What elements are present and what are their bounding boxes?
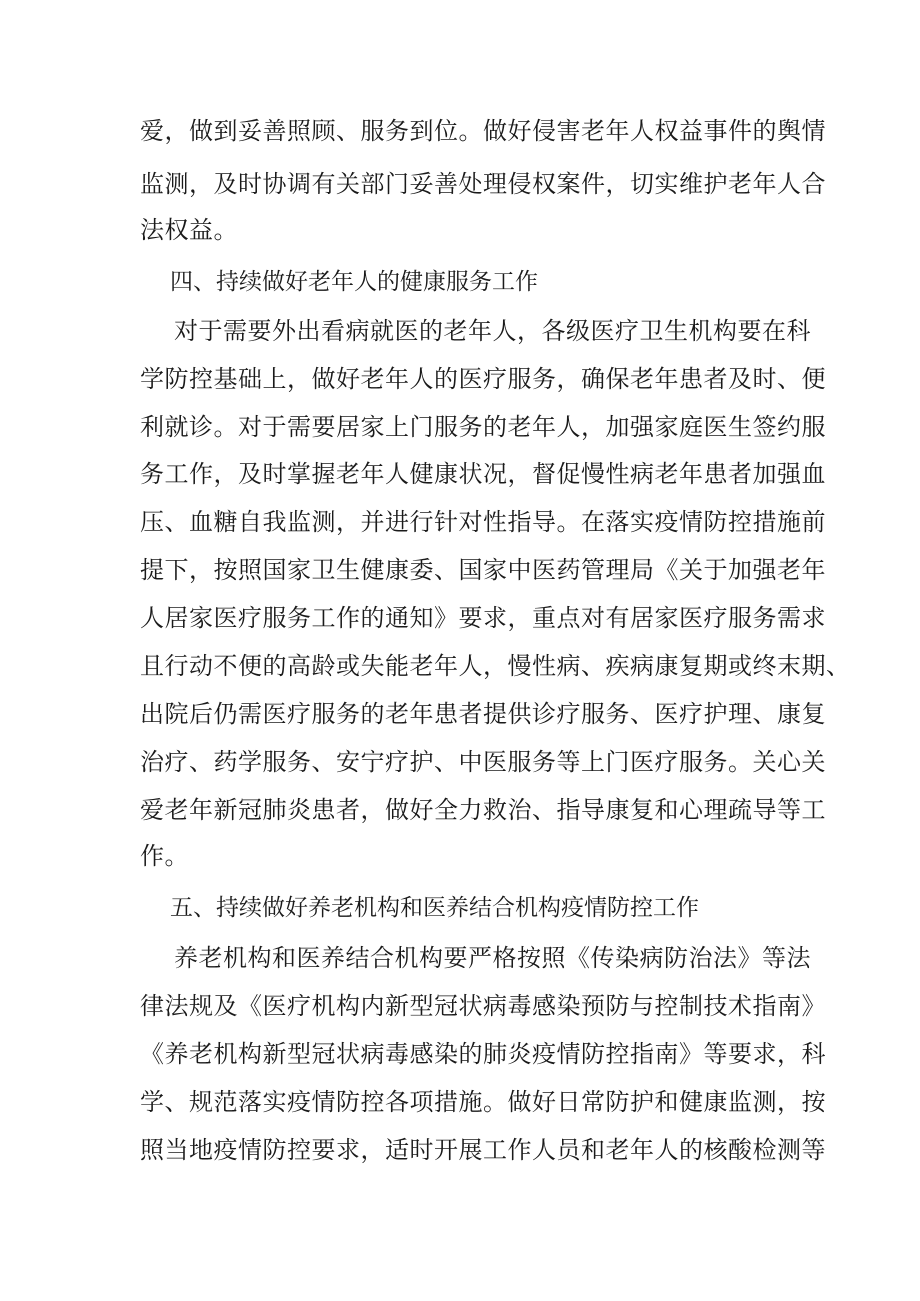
- paragraph-line: 法权益。: [140, 216, 238, 244]
- paragraph-line: 监测，及时协调有关部门妥善处理侵权案件，切实维护老年人合: [140, 170, 826, 198]
- section-heading-4: 四、持续做好老年人的健康服务工作: [170, 269, 538, 295]
- paragraph-line: 作。: [140, 842, 189, 870]
- paragraph-line: 爱老年新冠肺炎患者，做好全力救治、指导康复和心理疏导等工: [140, 796, 826, 824]
- paragraph-line: 提下，按照国家卫生健康委、国家中医药管理局《关于加强老年: [140, 556, 826, 584]
- paragraph-line: 学防控基础上，做好老年人的医疗服务，确保老年患者及时、便: [140, 365, 826, 393]
- paragraph-line: 学、规范落实疫情防控各项措施。做好日常防护和健康监测，按: [140, 1088, 826, 1116]
- paragraph-line: 人居家医疗服务工作的通知》要求，重点对有居家医疗服务需求: [140, 604, 826, 632]
- paragraph-line: 爱，做到妥善照顾、服务到位。做好侵害老年人权益事件的舆情: [140, 117, 826, 145]
- paragraph-line: 利就诊。对于需要居家上门服务的老年人，加强家庭医生签约服: [140, 413, 826, 441]
- paragraph-line: 《养老机构新型冠状病毒感染的肺炎疫情防控指南》等要求，科: [140, 1040, 826, 1068]
- paragraph-line: 出院后仍需医疗服务的老年患者提供诊疗服务、医疗护理、康复: [140, 700, 826, 728]
- paragraph-line: 务工作，及时掌握老年人健康状况，督促慢性病老年患者加强血: [140, 460, 826, 488]
- paragraph-line: 对于需要外出看病就医的老年人，各级医疗卫生机构要在科: [174, 317, 811, 345]
- paragraph-line: 治疗、药学服务、安宁疗护、中医服务等上门医疗服务。关心关: [140, 748, 826, 776]
- paragraph-line: 且行动不便的高龄或失能老年人，慢性病、疾病康复期或终末期、: [140, 652, 851, 680]
- paragraph-line: 养老机构和医养结合机构要严格按照《传染病防治法》等法: [174, 944, 811, 972]
- paragraph-line: 律法规及《医疗机构内新型冠状病毒感染预防与控制技术指南》: [140, 992, 826, 1020]
- section-heading-5: 五、持续做好养老机构和医养结合机构疫情防控工作: [170, 895, 699, 921]
- paragraph-line: 照当地疫情防控要求，适时开展工作人员和老年人的核酸检测等: [140, 1136, 826, 1164]
- paragraph-line: 压、血糖自我监测，并进行针对性指导。在落实疫情防控措施前: [140, 508, 826, 536]
